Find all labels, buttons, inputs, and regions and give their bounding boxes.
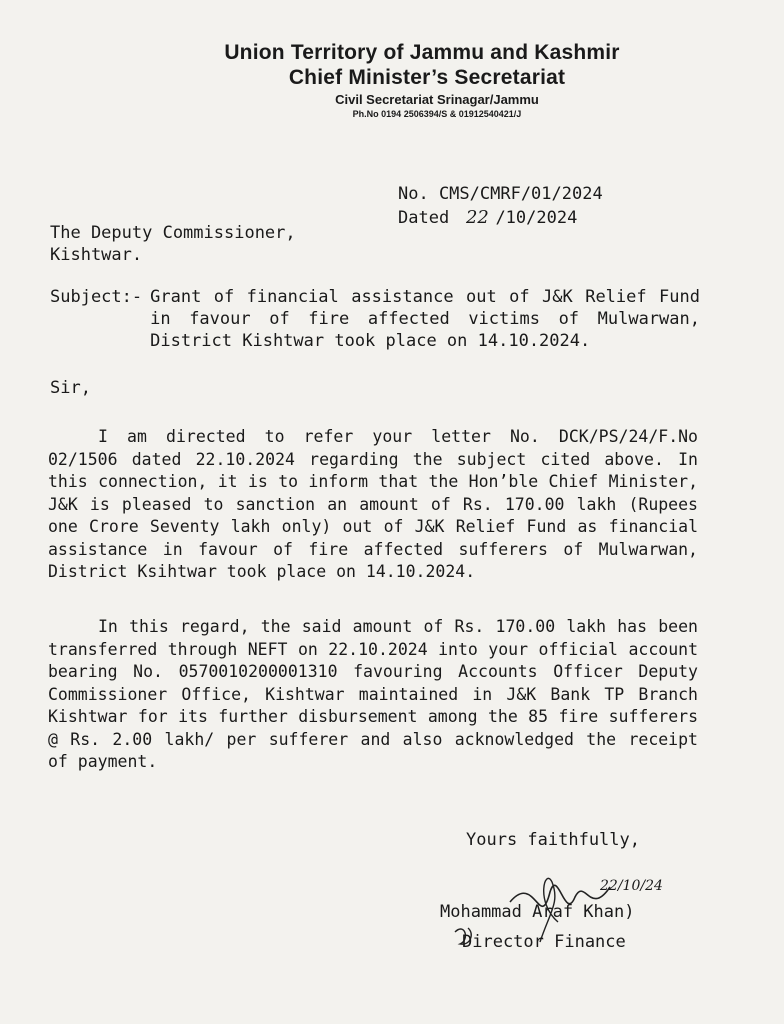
subject-label: Subject:- [50, 287, 143, 307]
date-month-year: /10/2024 [495, 208, 578, 228]
salutation: Sir, [50, 378, 91, 398]
letterhead-territory: Union Territory of Jammu and Kashmir [224, 41, 620, 64]
reference-date [398, 206, 603, 230]
reference-block [398, 182, 603, 230]
handwritten-day: 22 [465, 207, 489, 228]
signatory-name: Mohammad Araf Khan) [440, 902, 635, 922]
reference-number: No. CMS/CMRF/01/2024 [398, 184, 603, 204]
body-paragraph-1: I am directed to refer your letter No. DCK/PS/24/F.No 02/1506 dated 22.10.2024 regarding the subject cited above. In this connection, it is to inform that the Hon’ble Chief Minister, J&K is pleased to sanction an amount of Rs. 170.00 lakh (Rupees one Crore Seventy lakh only) out of J&K Relief Fund as financial assistance in favour of fire affected sufferers of Mulwarwan, District Ksihtwar took place on 14.10.2024. [48, 427, 698, 581]
letterhead-phone: Ph.No 0194 2506394/S & 01912540421/J [352, 109, 522, 119]
addressee-line-2: Kishtwar. [50, 245, 143, 265]
letterhead-address: Civil Secretariat Srinagar/Jammu [335, 92, 539, 107]
body-paragraph-2: In this regard, the said amount of Rs. 170.00 lakh has been transferred through NEFT on 22.10.2024 into your official account bearing No. 0570010200001310 favouring Accounts Officer Deputy Commissioner Office, Kishtwar maintained in J&K Bank TP Branch Kishtwar for its further disbursement among the 85 fire sufferers @ Rs. 2.00 lakh/ per sufferer and also acknowledged the receipt of payment. [48, 617, 698, 771]
signature-date: 22/10/24 [600, 878, 663, 894]
subject-text: Grant of financial assistance out of J&K Relief Fund in favour of fire affected victims of Mulwarwan, District Kishtwar took place on 14.10.2024. [150, 287, 700, 351]
closing: Yours faithfully, [466, 830, 640, 850]
letterhead-office: Chief Minister’s Secretariat [288, 66, 566, 89]
addressee [50, 222, 296, 266]
addressee-line-1: The Deputy Commissioner, [50, 223, 296, 243]
signatory-designation: Director Finance [462, 932, 626, 952]
subject-block [50, 286, 700, 352]
date-label: Dated [398, 208, 450, 228]
letterhead [0, 40, 784, 120]
